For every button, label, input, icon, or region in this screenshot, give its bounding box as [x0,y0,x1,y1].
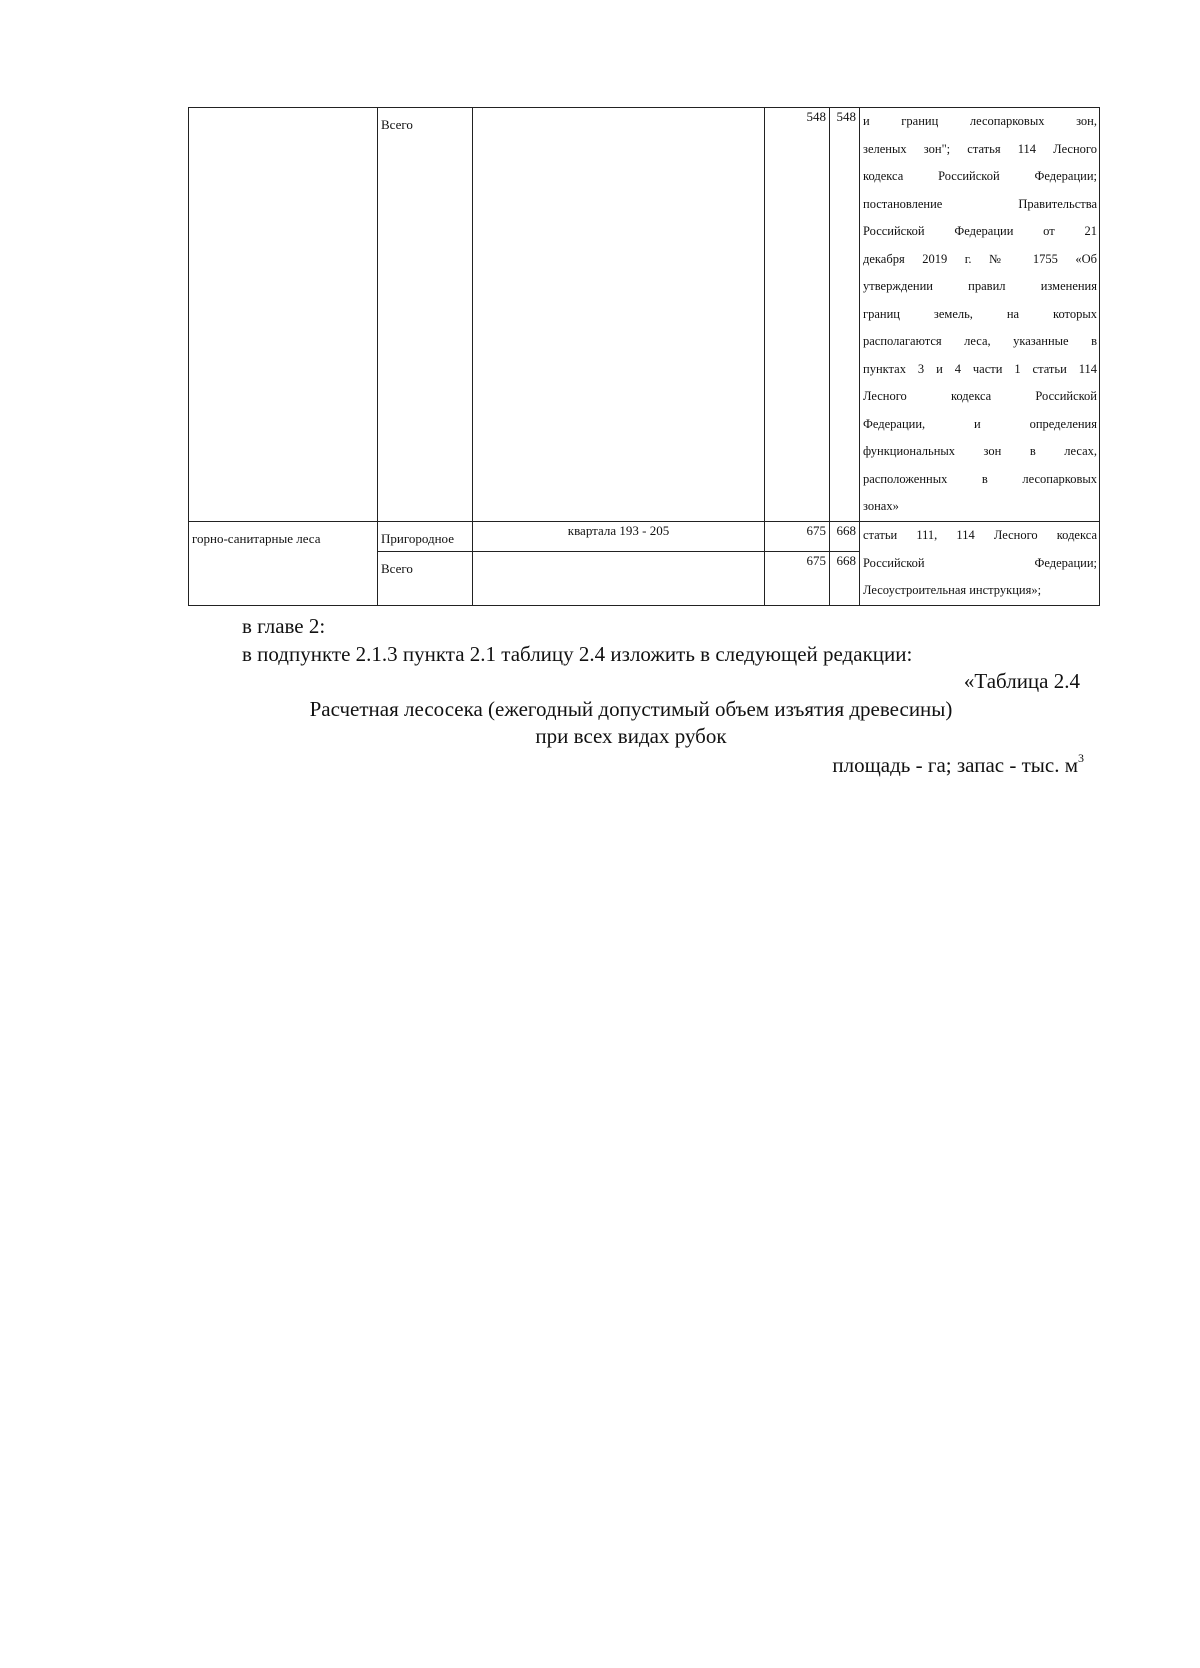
area-value-cell: 548 [765,108,830,522]
forest-zones-table [188,107,1100,606]
units-superscript: 3 [1078,751,1084,765]
forestry-cell: Всего [378,108,473,522]
category-cell: горно-санитарные леса [189,522,378,606]
legal-basis-line: утверждении правил изменения [863,279,1097,293]
stock-value-cell: 548 [830,108,860,522]
legal-basis-line: пунктах 3 и 4 части 1 статьи 114 [863,361,1097,376]
table-row [189,522,1100,552]
legal-basis-line: декабря 2019 г. № 1755 «Об [863,251,1097,266]
legal-basis-line: расположенных в лесопарковых [863,471,1097,486]
location-cell: квартала 193 - 205 [473,522,765,552]
category-cell [189,108,378,522]
stock-value-cell: 668 [830,552,860,606]
chapter-heading: в главе 2: [242,614,326,638]
legal-basis-line: кодекса Российской Федерации; [863,169,1097,183]
location-cell [473,552,765,606]
legal-basis-line: Федерации, и определения [863,416,1097,431]
forestry-cell: Всего [378,552,473,606]
legal-basis-cell [860,108,1100,522]
amendment-instruction: в подпункте 2.1.3 пункта 2.1 таблицу 2.4 изложить в следующей редакции: [242,642,913,666]
legal-basis-line: постановление Правительства [863,196,1097,211]
legal-basis-line: Российской Федерации; [863,555,1097,570]
legal-basis-line: Лесного кодекса Российской [863,389,1097,403]
legal-basis-line: границ земель, на которых [863,306,1097,321]
legal-basis-line: Лесоустроительная инструкция»; [863,583,1042,597]
stock-value-cell: 668 [830,522,860,552]
legal-basis-line: и границ лесопарковых зон, [863,114,1097,128]
legal-basis-line: зонах» [863,499,899,513]
location-cell [473,108,765,522]
units-note [832,751,1084,777]
legal-basis-cell [860,522,1100,606]
legal-basis-line: располагаются леса, указанные в [863,334,1097,348]
area-value-cell: 675 [765,522,830,552]
table-title-line2: при всех видах рубок [535,724,727,748]
table-row [189,108,1100,522]
legal-basis-line: зеленых зон"; статья 114 Лесного [863,141,1097,156]
area-value-cell: 675 [765,552,830,606]
units-text: площадь - га; запас - тыс. м [832,753,1078,777]
table-number-label: «Таблица 2.4 [963,669,1080,693]
legal-basis-line: функциональных зон в лесах, [863,444,1097,458]
forestry-cell: Пригородное [378,522,473,552]
table-title-line1: Расчетная лесосека (ежегодный допустимый объем изъятия древесины) [309,697,953,721]
legal-basis-line: Российской Федерации от 21 [863,224,1097,238]
legal-basis-line: статьи 111, 114 Лесного кодекса [863,528,1097,542]
